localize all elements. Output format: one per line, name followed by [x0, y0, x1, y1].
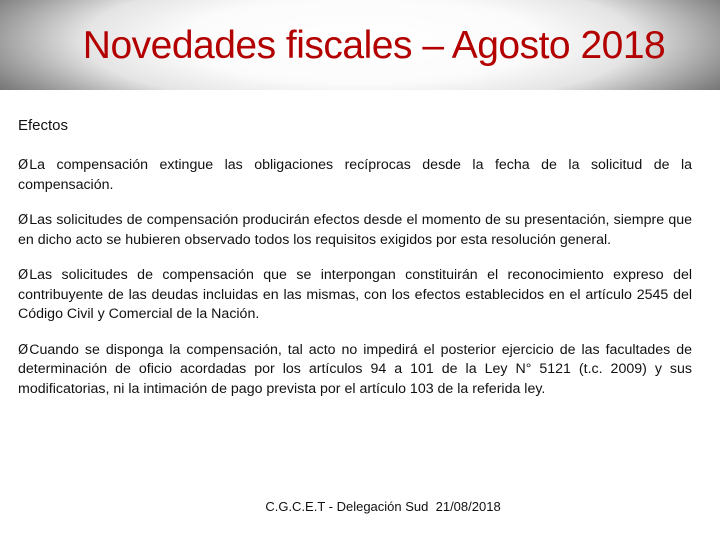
- arrow-bullet-icon: Ø: [18, 342, 29, 358]
- title-banner: [0, 0, 720, 90]
- bullet-item: [18, 266, 692, 325]
- section-heading: Efectos: [18, 117, 69, 134]
- bullet-item: [18, 156, 692, 195]
- arrow-bullet-icon: Ø: [18, 213, 29, 228]
- bullet-text: La compensación extingue las obligaciones recíprocas desde la fecha de la solicitud de la compensación.: [18, 157, 692, 193]
- slide-footer: C.G.C.E.T - Delegación Sud 21/08/2018: [265, 499, 501, 514]
- bullet-text: Las solicitudes de compensación que se interpongan constituirán el reconocimiento expreso del contribuyente de las deudas incluidas en las mismas, con los efectos establecidos en el artículo 2545 del Código Civil y Comercial de la Nación.: [18, 267, 692, 322]
- bullet-item: [18, 341, 692, 400]
- slide-title: Novedades fiscales – Agosto 2018: [82, 24, 666, 67]
- bullet-text: Cuando se disponga la compensación, tal acto no impedirá el posterior ejercicio de las facultades de determinación de oficio acordadas por los artículos 94 a 101 de la Ley N° 5121 (t.c. 2009) y sus modificatorias, ni la intimación de pago prevista por el artículo 103 de la referida ley.: [18, 341, 692, 397]
- bullet-list: [18, 156, 692, 399]
- arrow-bullet-icon: Ø: [18, 268, 29, 283]
- slide-body: [18, 116, 692, 415]
- arrow-bullet-icon: Ø: [18, 158, 29, 173]
- bullet-text: Las solicitudes de compensación producirán efectos desde el momento de su presentación, siempre que en dicho acto se hubieren observado todos los requisitos exigidos por esta resolución general.: [18, 212, 692, 248]
- bullet-item: [18, 211, 692, 250]
